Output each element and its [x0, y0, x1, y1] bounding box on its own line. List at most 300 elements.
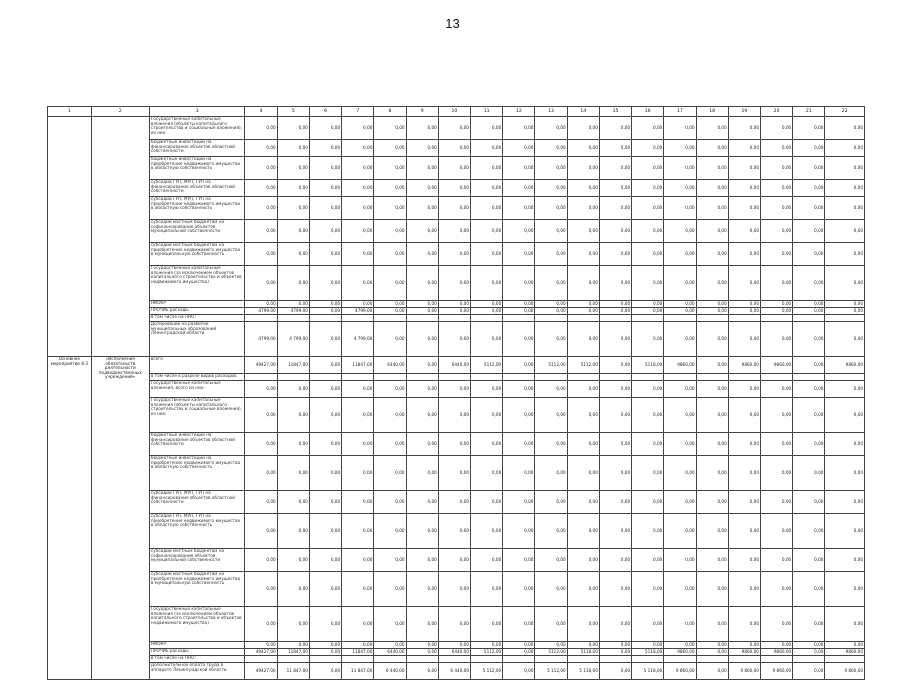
- value-cell: 0,00: [245, 266, 277, 301]
- expense-type-cell: субсидии местным бюджетам на приобретение недвижимого имущества в муниципальную собственность: [149, 572, 245, 607]
- value-cell: 0,00: [535, 266, 567, 301]
- value-cell: 0,00: [535, 514, 567, 549]
- value-cell: [406, 656, 438, 663]
- column-number: 8: [374, 107, 406, 117]
- value-cell: 0,00: [632, 433, 664, 456]
- value-cell: 0,00: [825, 549, 865, 572]
- value-cell: 0,00: [503, 649, 535, 656]
- value-cell: 0,00: [632, 117, 664, 140]
- value-cell: 0,00: [503, 322, 535, 357]
- value-cell: [760, 374, 792, 381]
- value-cell: 0,00: [696, 642, 728, 649]
- column-number: 18: [696, 107, 728, 117]
- value-cell: 0,00: [632, 642, 664, 649]
- value-cell: 0,00: [567, 140, 599, 157]
- value-cell: 0,00: [438, 180, 470, 197]
- value-cell: [567, 656, 599, 663]
- value-cell: 0,00: [342, 514, 374, 549]
- column-number: 12: [503, 107, 535, 117]
- value-cell: 0,00: [728, 117, 760, 140]
- value-cell: [277, 374, 309, 381]
- value-cell: [406, 315, 438, 322]
- expense-type-cell: бюджетные инвестиции на приобретение недвижимого имущества в областную собственность: [149, 157, 245, 180]
- value-cell: 5118,00: [632, 357, 664, 374]
- table-row: [48, 514, 865, 549]
- expense-type-cell: Государственные капитальные вложения (за исключением объектов капитального строительства и объектов недвижимого имущества): [149, 266, 245, 301]
- value-cell: 0,00: [567, 456, 599, 491]
- value-cell: 0,00: [825, 433, 865, 456]
- value-cell: 5 112,00: [471, 663, 503, 680]
- expense-type-cell: Государственные капитальные вложения (за исключением объектов капитального строительства и объектов недвижимого имущества): [149, 607, 245, 642]
- value-cell: 0,00: [664, 381, 696, 398]
- value-cell: 0,00: [760, 266, 792, 301]
- value-cell: [664, 374, 696, 381]
- value-cell: 4 799,00: [277, 322, 309, 357]
- value-cell: 0,00: [342, 572, 374, 607]
- value-cell: 0,00: [760, 491, 792, 514]
- value-cell: 0,00: [277, 607, 309, 642]
- value-cell: 0,00: [471, 572, 503, 607]
- value-cell: 0,00: [503, 301, 535, 308]
- value-cell: 0,00: [696, 663, 728, 680]
- value-cell: [728, 374, 760, 381]
- value-cell: 11 847,00: [277, 663, 309, 680]
- value-cell: 0,00: [728, 642, 760, 649]
- column-number: 22: [825, 107, 865, 117]
- value-cell: 0,00: [342, 266, 374, 301]
- value-cell: 0,00: [374, 433, 406, 456]
- value-cell: 0,00: [760, 117, 792, 140]
- value-cell: 0,00: [793, 398, 825, 433]
- value-cell: 0,00: [535, 549, 567, 572]
- value-cell: 0,00: [825, 266, 865, 301]
- value-cell: 0,00: [696, 456, 728, 491]
- value-cell: 0,00: [760, 642, 792, 649]
- expense-type-cell: Государственные капитальные вложения (объекты капитального строительства и социальные вложения), из них:: [149, 117, 245, 140]
- value-cell: 0,00: [406, 491, 438, 514]
- value-cell: 0,00: [696, 381, 728, 398]
- expense-type-cell: субсидии ГУП, МУП, ГУП на финансирование объектов областной собственности: [149, 180, 245, 197]
- value-cell: 0,00: [567, 220, 599, 243]
- value-cell: [632, 315, 664, 322]
- value-cell: 0,00: [567, 433, 599, 456]
- value-cell: 0,00: [599, 180, 631, 197]
- value-cell: 0,00: [599, 456, 631, 491]
- value-cell: 0,00: [438, 220, 470, 243]
- value-cell: 0,00: [309, 322, 341, 357]
- value-cell: 0,00: [438, 243, 470, 266]
- value-cell: 0,00: [374, 322, 406, 357]
- value-cell: [632, 374, 664, 381]
- value-cell: 0,00: [342, 549, 374, 572]
- expense-type-cell: в том числе на ПНО:: [149, 315, 245, 322]
- value-cell: 0,00: [599, 433, 631, 456]
- value-cell: 0,00: [567, 572, 599, 607]
- value-cell: 0,00: [374, 140, 406, 157]
- value-cell: 0,00: [793, 433, 825, 456]
- value-cell: 0,00: [438, 491, 470, 514]
- value-cell: 0,00: [245, 433, 277, 456]
- value-cell: 0,00: [696, 117, 728, 140]
- value-cell: 0,00: [632, 157, 664, 180]
- value-cell: 0,00: [696, 180, 728, 197]
- value-cell: 6 440,00: [374, 663, 406, 680]
- value-cell: 0,00: [793, 220, 825, 243]
- value-cell: 0,00: [793, 117, 825, 140]
- value-cell: 0,00: [825, 491, 865, 514]
- value-cell: 0,00: [342, 157, 374, 180]
- value-cell: 0,00: [374, 301, 406, 308]
- value-cell: 0,00: [760, 322, 792, 357]
- value-cell: 0,00: [793, 243, 825, 266]
- value-cell: 0,00: [277, 549, 309, 572]
- value-cell: 0,00: [503, 549, 535, 572]
- value-cell: 0,00: [599, 607, 631, 642]
- value-cell: 0,00: [632, 197, 664, 220]
- value-cell: 0,00: [793, 514, 825, 549]
- value-cell: [438, 656, 470, 663]
- value-cell: 0,00: [567, 308, 599, 315]
- value-cell: 0,00: [696, 491, 728, 514]
- value-cell: 0,00: [567, 322, 599, 357]
- value-cell: 0,00: [696, 649, 728, 656]
- value-cell: 0,00: [471, 266, 503, 301]
- value-cell: 0,00: [825, 308, 865, 315]
- table-row: [48, 491, 865, 514]
- value-cell: 0,00: [503, 180, 535, 197]
- column-number-row: [48, 107, 865, 117]
- value-cell: 0,00: [535, 322, 567, 357]
- value-cell: 0,00: [793, 266, 825, 301]
- value-cell: 0,00: [471, 220, 503, 243]
- value-cell: 0,00: [406, 117, 438, 140]
- value-cell: 0,00: [599, 514, 631, 549]
- column-number: 2: [91, 107, 149, 117]
- value-cell: 0,00: [760, 308, 792, 315]
- column-number: 20: [760, 107, 792, 117]
- value-cell: 0,00: [696, 243, 728, 266]
- value-cell: 0,00: [503, 381, 535, 398]
- value-cell: 0,00: [599, 301, 631, 308]
- value-cell: 0,00: [664, 322, 696, 357]
- value-cell: 9860,00: [760, 357, 792, 374]
- value-cell: 0,00: [277, 381, 309, 398]
- value-cell: 0,00: [438, 117, 470, 140]
- value-cell: 0,00: [342, 456, 374, 491]
- value-cell: 0,00: [245, 180, 277, 197]
- value-cell: 0,00: [535, 157, 567, 180]
- value-cell: 0,00: [664, 157, 696, 180]
- value-cell: 0,00: [535, 140, 567, 157]
- value-cell: 0,00: [599, 308, 631, 315]
- value-cell: 0,00: [664, 140, 696, 157]
- value-cell: 5118,00: [632, 649, 664, 656]
- value-cell: 0,00: [728, 197, 760, 220]
- value-cell: [471, 315, 503, 322]
- value-cell: 0,00: [793, 301, 825, 308]
- measure-code-cell: Основное мероприятие 8.3: [48, 357, 92, 680]
- value-cell: 0,00: [825, 642, 865, 649]
- value-cell: 0,00: [599, 649, 631, 656]
- column-number: 3: [149, 107, 245, 117]
- value-cell: 0,00: [245, 301, 277, 308]
- value-cell: 9 860,00: [728, 663, 760, 680]
- value-cell: 0,00: [438, 266, 470, 301]
- value-cell: 0,00: [632, 180, 664, 197]
- value-cell: 0,00: [406, 549, 438, 572]
- value-cell: 0,00: [793, 649, 825, 656]
- value-cell: 6 440,00: [438, 663, 470, 680]
- value-cell: 0,00: [374, 117, 406, 140]
- value-cell: 0,00: [374, 197, 406, 220]
- value-cell: 0,00: [728, 243, 760, 266]
- value-cell: 0,00: [632, 491, 664, 514]
- value-cell: 0,00: [406, 140, 438, 157]
- value-cell: 0,00: [277, 301, 309, 308]
- value-cell: 0,00: [664, 197, 696, 220]
- value-cell: 0,00: [696, 357, 728, 374]
- value-cell: 0,00: [793, 381, 825, 398]
- table-row: [48, 243, 865, 266]
- value-cell: 0,00: [309, 456, 341, 491]
- value-cell: 0,00: [728, 381, 760, 398]
- value-cell: 0,00: [245, 572, 277, 607]
- value-cell: [599, 315, 631, 322]
- value-cell: 0,00: [793, 572, 825, 607]
- value-cell: 0,00: [664, 220, 696, 243]
- value-cell: 0,00: [471, 301, 503, 308]
- value-cell: 0,00: [309, 514, 341, 549]
- value-cell: 0,00: [760, 243, 792, 266]
- value-cell: 0,00: [632, 266, 664, 301]
- value-cell: 0,00: [406, 157, 438, 180]
- value-cell: 0,00: [728, 549, 760, 572]
- value-cell: [503, 315, 535, 322]
- value-cell: 0,00: [728, 322, 760, 357]
- column-number: 10: [438, 107, 470, 117]
- expense-type-cell: бюджетные инвестиции на приобретение недвижимого имущества в областную собственность: [149, 456, 245, 491]
- value-cell: 0,00: [342, 398, 374, 433]
- value-cell: 0,00: [277, 514, 309, 549]
- value-cell: 0,00: [664, 266, 696, 301]
- value-cell: 0,00: [599, 491, 631, 514]
- expense-type-cell: НИОКР: [149, 642, 245, 649]
- table-row: [48, 357, 865, 374]
- value-cell: [309, 374, 341, 381]
- value-cell: 0,00: [535, 572, 567, 607]
- table-row: [48, 308, 865, 315]
- value-cell: 0,00: [696, 572, 728, 607]
- value-cell: 0,00: [503, 663, 535, 680]
- value-cell: 0,00: [406, 456, 438, 491]
- value-cell: 0,00: [696, 549, 728, 572]
- expense-type-cell: ПРОЧИЕ расходы: [149, 649, 245, 656]
- value-cell: 0,00: [664, 642, 696, 649]
- value-cell: [342, 656, 374, 663]
- value-cell: [728, 315, 760, 322]
- value-cell: 0,00: [760, 220, 792, 243]
- value-cell: 0,00: [277, 642, 309, 649]
- value-cell: 0,00: [599, 381, 631, 398]
- value-cell: [438, 374, 470, 381]
- value-cell: 0,00: [825, 157, 865, 180]
- value-cell: 0,00: [438, 456, 470, 491]
- value-cell: 0,00: [471, 491, 503, 514]
- value-cell: [277, 315, 309, 322]
- value-cell: 0,00: [599, 549, 631, 572]
- value-cell: [535, 374, 567, 381]
- table-row: [48, 572, 865, 607]
- value-cell: 0,00: [406, 398, 438, 433]
- value-cell: 6440,00: [438, 357, 470, 374]
- value-cell: 0,00: [438, 197, 470, 220]
- value-cell: [342, 374, 374, 381]
- value-cell: 0,00: [664, 308, 696, 315]
- value-cell: 0,00: [632, 514, 664, 549]
- value-cell: 0,00: [471, 642, 503, 649]
- expense-type-cell: НИОКР: [149, 301, 245, 308]
- value-cell: [245, 315, 277, 322]
- value-cell: 0,00: [664, 398, 696, 433]
- value-cell: 0,00: [567, 642, 599, 649]
- value-cell: 4799,00: [245, 308, 277, 315]
- value-cell: 0,00: [406, 607, 438, 642]
- value-cell: 0,00: [245, 140, 277, 157]
- column-number: 11: [471, 107, 503, 117]
- value-cell: 0,00: [535, 180, 567, 197]
- value-cell: 0,00: [664, 607, 696, 642]
- table-row: [48, 656, 865, 663]
- value-cell: 11847,00: [277, 649, 309, 656]
- value-cell: 0,00: [825, 243, 865, 266]
- value-cell: 0,00: [245, 381, 277, 398]
- expense-type-cell: субсидии ГУП, МУП, ГУП на финансирование объектов областной собственности: [149, 491, 245, 514]
- value-cell: 9 860,00: [825, 663, 865, 680]
- value-cell: [760, 656, 792, 663]
- value-cell: 0,00: [277, 197, 309, 220]
- value-cell: 0,00: [309, 381, 341, 398]
- value-cell: 0,00: [567, 117, 599, 140]
- value-cell: 0,00: [599, 398, 631, 433]
- value-cell: 5112,00: [471, 357, 503, 374]
- value-cell: 0,00: [728, 301, 760, 308]
- value-cell: 0,00: [599, 322, 631, 357]
- expense-type-cell: субсидии ГУП, МУП, ГУП на приобретение недвижимого имущества в областную собственность: [149, 197, 245, 220]
- column-number: 16: [632, 107, 664, 117]
- value-cell: 0,00: [760, 398, 792, 433]
- value-cell: 0,00: [664, 572, 696, 607]
- value-cell: 0,00: [438, 572, 470, 607]
- expense-type-cell: субсидии местным бюджетам на софинансирование объектов муниципальной собственности: [149, 220, 245, 243]
- value-cell: 0,00: [632, 398, 664, 433]
- value-cell: 0,00: [309, 301, 341, 308]
- value-cell: 9860,00: [825, 649, 865, 656]
- value-cell: 0,00: [277, 456, 309, 491]
- value-cell: 0,00: [696, 266, 728, 301]
- value-cell: 0,00: [277, 220, 309, 243]
- value-cell: 0,00: [503, 243, 535, 266]
- value-cell: 0,00: [438, 322, 470, 357]
- value-cell: 0,00: [632, 381, 664, 398]
- table-row: [48, 649, 865, 656]
- value-cell: [696, 374, 728, 381]
- value-cell: 0,00: [277, 243, 309, 266]
- value-cell: 0,00: [245, 243, 277, 266]
- value-cell: 9860,00: [664, 649, 696, 656]
- value-cell: 0,00: [664, 456, 696, 491]
- value-cell: 0,00: [632, 308, 664, 315]
- value-cell: 0,00: [438, 398, 470, 433]
- value-cell: [342, 315, 374, 322]
- value-cell: 0,00: [760, 433, 792, 456]
- value-cell: [438, 315, 470, 322]
- value-cell: 0,00: [309, 140, 341, 157]
- value-cell: 0,00: [406, 266, 438, 301]
- value-cell: [503, 374, 535, 381]
- value-cell: 9860,00: [760, 649, 792, 656]
- value-cell: [599, 656, 631, 663]
- value-cell: 0,00: [825, 180, 865, 197]
- expense-type-cell: субсидии ГУП, МУП, ГУП на приобретение недвижимого имущества в областную собственность: [149, 514, 245, 549]
- value-cell: 11847,00: [277, 357, 309, 374]
- value-cell: [793, 374, 825, 381]
- value-cell: 9860,00: [664, 357, 696, 374]
- value-cell: 0,00: [760, 140, 792, 157]
- value-cell: 0,00: [374, 266, 406, 301]
- value-cell: 5112,00: [535, 357, 567, 374]
- value-cell: 0,00: [406, 381, 438, 398]
- value-cell: 4799,00: [277, 308, 309, 315]
- value-cell: 0,00: [664, 514, 696, 549]
- column-number: 15: [599, 107, 631, 117]
- value-cell: 0,00: [535, 642, 567, 649]
- value-cell: 0,00: [471, 398, 503, 433]
- value-cell: 0,00: [406, 308, 438, 315]
- value-cell: 6440,00: [438, 649, 470, 656]
- value-cell: [760, 315, 792, 322]
- value-cell: 0,00: [599, 266, 631, 301]
- value-cell: [696, 315, 728, 322]
- value-cell: 0,00: [567, 180, 599, 197]
- value-cell: [374, 315, 406, 322]
- value-cell: 0,00: [599, 157, 631, 180]
- value-cell: 0,00: [567, 381, 599, 398]
- value-cell: 0,00: [503, 433, 535, 456]
- table-row: [48, 197, 865, 220]
- column-number: 1: [48, 107, 92, 117]
- value-cell: 0,00: [374, 549, 406, 572]
- value-cell: 0,00: [793, 180, 825, 197]
- value-cell: 0,00: [309, 197, 341, 220]
- column-number: 13: [535, 107, 567, 117]
- value-cell: 0,00: [309, 266, 341, 301]
- value-cell: 0,00: [309, 642, 341, 649]
- table-row: [48, 140, 865, 157]
- value-cell: 0,00: [760, 157, 792, 180]
- value-cell: 0,00: [342, 197, 374, 220]
- value-cell: 0,00: [309, 607, 341, 642]
- value-cell: 0,00: [760, 197, 792, 220]
- value-cell: 0,00: [535, 117, 567, 140]
- value-cell: 0,00: [535, 243, 567, 266]
- value-cell: 0,00: [503, 220, 535, 243]
- table-row: [48, 315, 865, 322]
- value-cell: 0,00: [309, 398, 341, 433]
- value-cell: 0,00: [825, 197, 865, 220]
- value-cell: 5112,00: [567, 357, 599, 374]
- value-cell: 0,00: [567, 514, 599, 549]
- value-cell: 0,00: [793, 157, 825, 180]
